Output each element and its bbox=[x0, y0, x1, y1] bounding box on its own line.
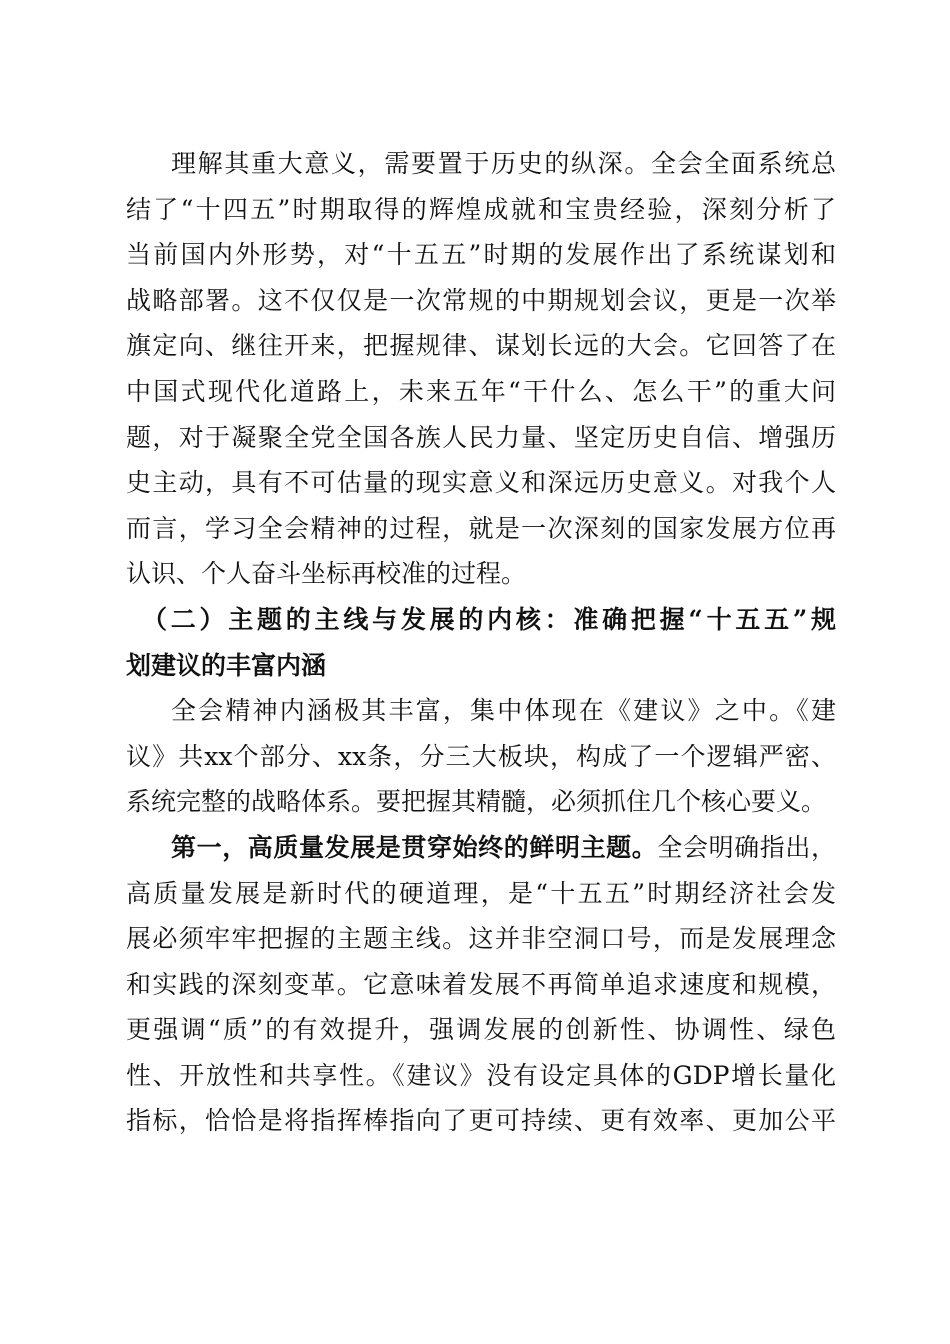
section-heading-line: 划建议的丰富内涵 bbox=[126, 650, 327, 680]
paragraph-line: 题，对于凝聚全党全国各族人民力量、坚定历史自信、增强历 bbox=[126, 422, 836, 452]
paragraph-line: 更强调“质”的有效提升，强调发展的创新性、协调性、绿色 bbox=[126, 1015, 836, 1045]
paragraph-line: 性、开放性和共享性。《建议》没有设定具体的GDP增长量化 bbox=[126, 1060, 836, 1090]
paragraph-line: 战略部署。这不仅仅是一次常规的中期规划会议，更是一次举 bbox=[126, 285, 836, 315]
paragraph-line: 当前国内外形势，对“十五五”时期的发展作出了系统谋划和 bbox=[126, 240, 836, 270]
paragraph-lead: 第一，高质量发展是贯穿始终的鲜明主题。 bbox=[171, 832, 658, 862]
paragraph-line bbox=[126, 825, 836, 871]
paragraph-line: 认识、个人奋斗坐标再校准的过程。 bbox=[126, 559, 527, 589]
paragraph-line: 和实践的深刻变革。它意味着发展不再简单追求速度和规模， bbox=[126, 969, 836, 999]
paragraph-line: 议》共xx个部分、xx条，分三大板块，构成了一个逻辑严密、 bbox=[126, 741, 836, 771]
paragraph-line: 全会精神内涵极其丰富，集中体现在《建议》之中。《建 bbox=[171, 696, 836, 726]
paragraph-line: 史主动，具有不可估量的现实意义和深远历史意义。对我个人 bbox=[126, 468, 836, 498]
paragraph-text: 全会明确指出， bbox=[657, 832, 836, 862]
paragraph-line: 结了“十四五”时期取得的辉煌成就和宝贵经验，深刻分析了 bbox=[126, 194, 836, 224]
paragraph-line: 展必须牢牢把握的主题主线。这并非空洞口号，而是发展理念 bbox=[126, 924, 836, 954]
paragraph-line: 高质量发展是新时代的硬道理，是“十五五”时期经济社会发 bbox=[126, 878, 836, 908]
paragraph-line: 指标，恰恰是将指挥棒指向了更可持续、更有效率、更加公平 bbox=[126, 1106, 836, 1136]
paragraph-line: 旗定向、继往开来，把握规律、谋划长远的大会。它回答了在 bbox=[126, 331, 836, 361]
paragraph-line bbox=[126, 1144, 836, 1190]
paragraph-line: 中国式现代化道路上，未来五年“干什么、怎么干”的重大问 bbox=[126, 376, 836, 406]
document-body bbox=[126, 141, 836, 1190]
paragraph-line: 而言，学习全会精神的过程，就是一次深刻的国家发展方位再 bbox=[126, 513, 836, 543]
paragraph-line: 系统完整的战略体系。要把握其精髓，必须抓住几个核心要义。 bbox=[126, 787, 827, 817]
paragraph-line: 理解其重大意义，需要置于历史的纵深。全会全面系统总 bbox=[171, 149, 836, 178]
section-heading-line: （二）主题的主线与发展的内核：准确把握“十五五”规 bbox=[142, 604, 836, 634]
